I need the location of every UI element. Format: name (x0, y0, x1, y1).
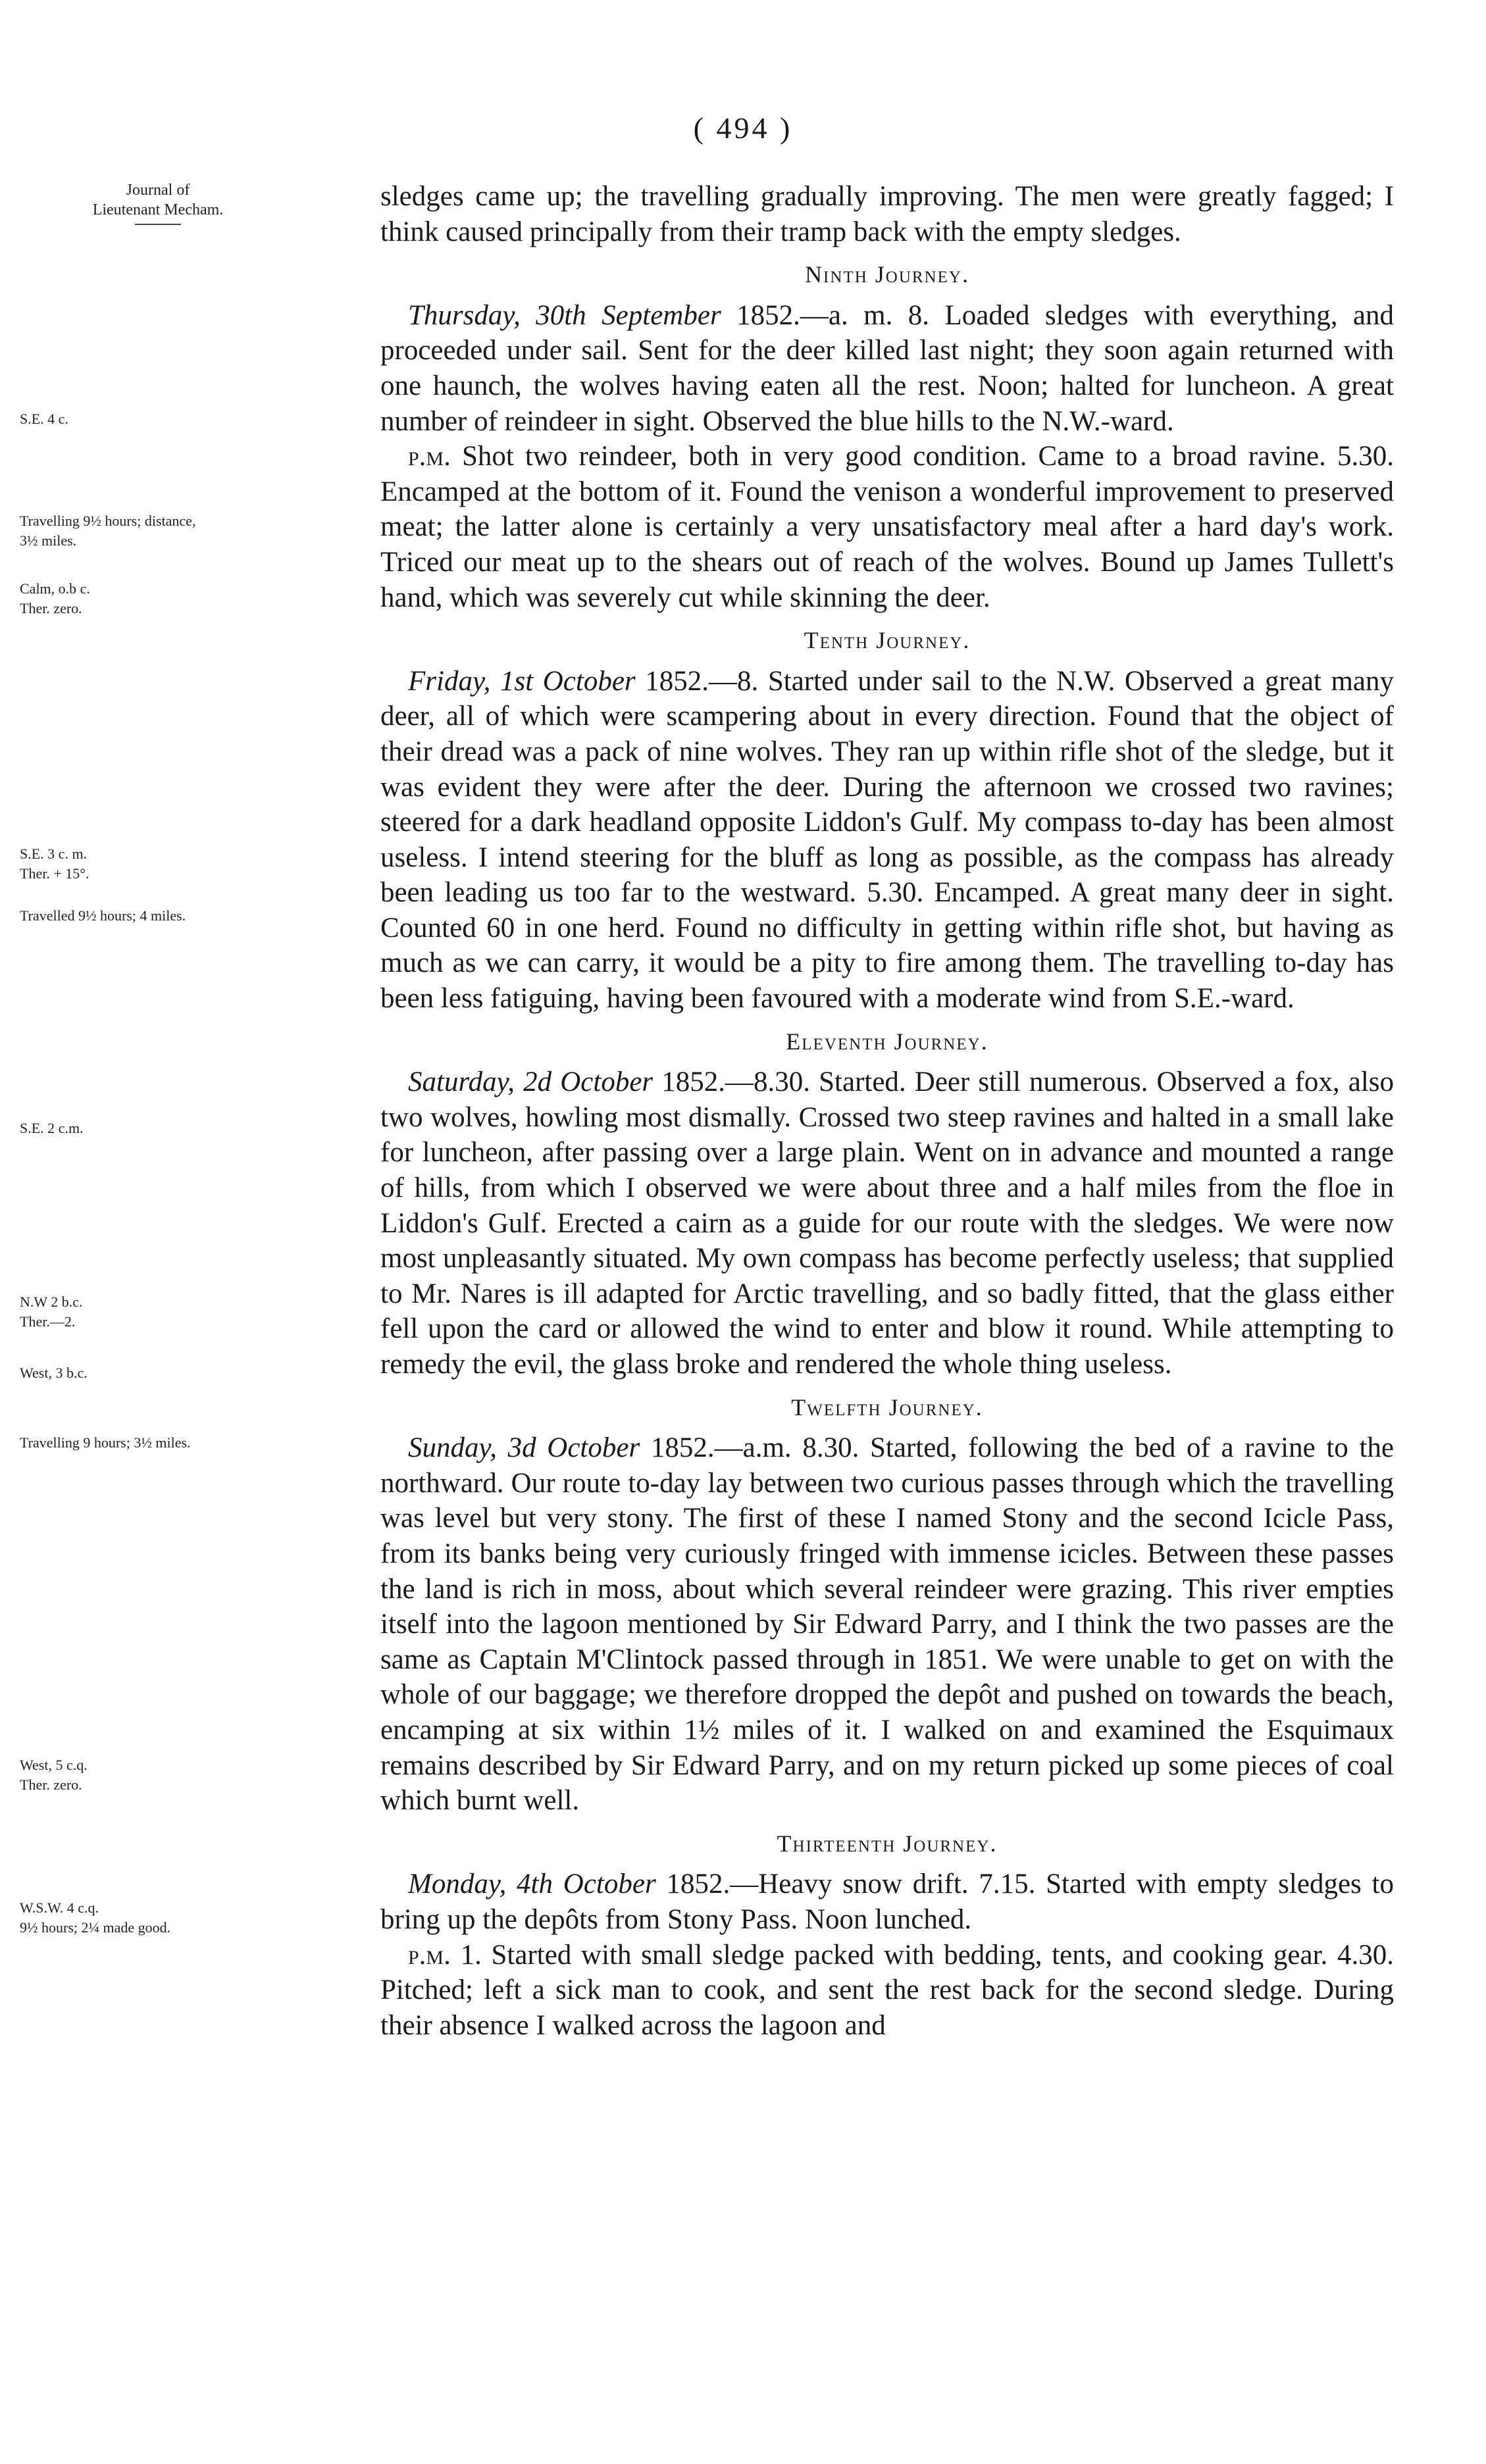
margin-note-wind-1: S.E. 4 c. (20, 411, 68, 427)
margin-note-line: 9½ hours; 2¼ made good. (20, 1919, 171, 1936)
entry-text: 1852.—a. m. 8. Loaded sledges with everything, and proceeded under sail. Sent for the deer killed last night; they soon again returned with one haunch, the wolves having eaten all the rest. Noon; halted for luncheon. A great number of reindeer in sight. Observed the blue hills to the N.W.-ward. (380, 299, 1394, 437)
margin-note-wind-7 (20, 1898, 362, 1938)
entry-text: 1852.—a.m. 8.30. Started, following the bed of a ravine to the northward. Our route to-day lay between two curious passes through which the travelling was level but very stony. The first of these I named Stony and the second Icicle Pass, from its banks being very curiously fringed with immense icicles. Between these passes the land is rich in moss, about which several reindeer were grazing. This river empties itself into the lagoon mentioned by Sir Edward Parry, and I think the two passes are the same as Captain M'Clintock passed through in 1851. We were unable to get on with the whole of our baggage; we therefore dropped the depôt and pushed on towards the beach, encamping at six within 1½ miles of it. I walked on and examined the Esquimaux remains described by Sir Edward Parry, and on my return picked up some pieces of coal which burnt well. (380, 1432, 1394, 1817)
margin-note-line: Calm, o.b c. (20, 580, 90, 597)
intro-paragraph: sledges came up; the travelling gradually improving. The men were greatly fagged; I think caused principally from their tramp back with the empty sledges. (380, 181, 1394, 247)
paragraph (380, 439, 1394, 615)
entry-text: Shot two reindeer, both in very good condition. Came to a broad ravine. 5.30. Encamped at the bottom of it. Found the venison a wonderful improvement to preserved meat; the latter alone is certainly a very unsatisfactory meal after a hard day's work. Triced our meat up to the shears out of reach of the wolves. Bound up James Tullett's hand, which was severely cut while skinning the deer. (380, 441, 1394, 613)
entry-date: Thursday, 30th September (408, 299, 721, 331)
paragraph (380, 1938, 1394, 2044)
margin-note-line: Ther. + 15°. (20, 865, 90, 882)
margin-note-line: Ther. zero. (20, 1776, 82, 1793)
paragraph (380, 1430, 1394, 1819)
page-number: ( 494 ) (693, 111, 793, 145)
heading-eleventh-journey: Eleventh Journey. (786, 1028, 988, 1055)
heading-thirteenth-journey: Thirteenth Journey. (777, 1830, 998, 1857)
entry-text: 1852.—8. Started under sail to the N.W. Observed a great many deer, all of which were scampering about in every direction. Found that the object of their dread was a pack of nine wolves. They ran up within rifle shot of the sledge, but it was evident they were after the deer. During the afternoon we crossed two ravines; steered for a dark headland opposite Liddon's Gulf. My compass to-day has been almost useless. I intend steering for the bluff as long as possible, as the compass has already been leading us too far to the westward. 5.30. Encamped. A great many deer in sight. Counted 60 in one herd. Found no difficulty in getting within rifle shot, but having as much as we can carry, it would be a pity to fire among them. The travelling to-day has been less fatiguing, having been favoured with a moderate wind from S.E.-ward. (380, 665, 1395, 1015)
entry-date: Saturday, 2d October (408, 1067, 653, 1098)
heading-ninth-journey: Ninth Journey. (805, 261, 969, 288)
margin-header-rule (135, 224, 181, 225)
margin-note-line: West, 5 c.q. (20, 1757, 88, 1773)
margin-note-line: 3½ miles. (20, 532, 77, 549)
heading-tenth-journey: Tenth Journey. (804, 627, 971, 654)
time-label: p.m. (408, 441, 451, 472)
paragraph (380, 1065, 1394, 1382)
margin-header-line1: Journal of (126, 182, 190, 199)
margin-note-wind-5: West, 3 b.c. (20, 1365, 88, 1381)
margin-note-line: Ther. zero. (20, 600, 82, 616)
margin-note-travel-2: Travelled 9½ hours; 4 miles. (20, 907, 186, 924)
entry-date: Sunday, 3d October (408, 1432, 640, 1464)
journal-body (380, 179, 1394, 2043)
entry-date: Monday, 4th October (408, 1869, 656, 1900)
margin-note-travel-1 (20, 511, 362, 551)
entry-text: 1852.—8.30. Started. Deer still numerous. Observed a fox, also two wolves, howling most dismally. Crossed two steep ravines and halted in a small lake for luncheon, after passing over a large plain. Went on in advance and mounted a range of hills, from which I observed we were about three and a half miles from the floe in Liddon's Gulf. Erected a cairn as a guide for our route with the sledges. We were now most unpleasantly situated. My own compass has become perfectly useless; that supplied to Mr. Nares is ill adapted for Arctic travelling, and so badly fitted, that the glass either fell upon the card or allowed the wind to enter and blow it round. While attempting to remedy the evil, the glass broke and rendered the whole thing useless. (380, 1067, 1395, 1380)
margin-header (20, 180, 296, 225)
margin-note-wind-6 (20, 1755, 362, 1795)
margin-note-wind-4 (20, 1292, 362, 1332)
paragraph (380, 664, 1394, 1017)
margin-note-line: S.E. 3 c. m. (20, 845, 88, 862)
entry-text: 1. Started with small sledge packed with bedding, tents, and cooking gear. 4.30. Pitched; left a sick man to cook, and sent the rest back for the second sledge. During their absence I walked across the lagoon and (380, 1939, 1394, 2041)
margin-note-line: Ther.—2. (20, 1313, 76, 1330)
margin-note-wind-3: S.E. 2 c.m. (20, 1120, 84, 1136)
margin-note-line: Travelling 9½ hours; distance, (20, 513, 196, 529)
margin-note-line: N.W 2 b.c. (20, 1294, 83, 1310)
entry-text: 1852.—Heavy snow drift. 7.15. Started with empty sledges to bring up the depôts from Stony Pass. Noon lunched. (380, 1869, 1394, 1935)
margin-note-wind-2 (20, 844, 362, 884)
margin-header-line2: Lieutenant Mecham. (92, 201, 224, 218)
time-label: p.m. (408, 1939, 451, 1971)
paragraph (380, 298, 1394, 439)
entry-date: Friday, 1st October (408, 665, 636, 697)
paragraph (380, 1867, 1394, 1937)
margin-note-weather-1 (20, 579, 362, 618)
margin-note-line: W.S.W. 4 c.q. (20, 1899, 99, 1916)
heading-twelfth-journey: Twelfth Journey. (791, 1394, 983, 1421)
margin-note-travel-3: Travelling 9 hours; 3½ miles. (20, 1434, 191, 1451)
